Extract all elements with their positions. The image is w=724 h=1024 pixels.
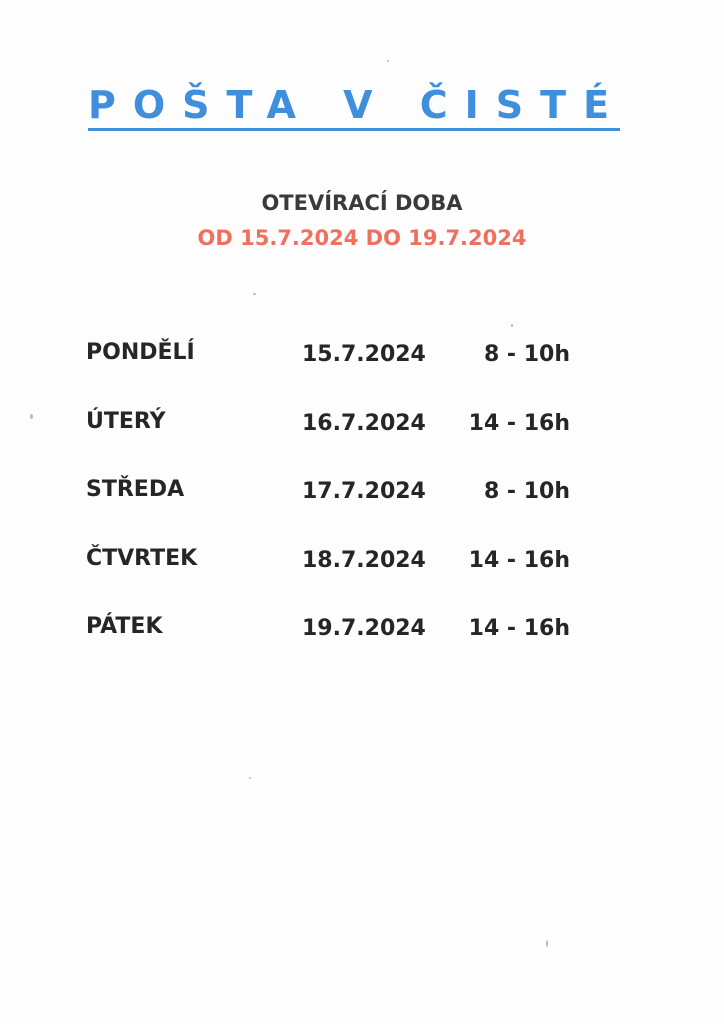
schedule-row-monday [86,335,606,404]
day-date: 15.7.2024 [302,342,426,367]
day-hours: 14 - 16h [468,616,570,641]
schedule-row-wednesday [86,472,606,541]
day-hours: 8 - 10h [483,342,570,367]
schedule-table [86,335,606,678]
schedule-row-thursday [86,541,606,610]
day-name: PONDĚLÍ [86,340,195,365]
scan-speck [511,324,513,327]
day-name: ÚTERÝ [86,408,166,434]
scan-speck [249,777,251,779]
scan-speck [30,414,33,419]
scan-speck [387,60,389,62]
day-name: ČTVRTEK [86,545,198,571]
scan-speck [546,940,548,947]
day-name: STŘEDA [86,477,185,502]
schedule-row-tuesday [86,404,606,473]
day-date: 19.7.2024 [302,616,426,641]
day-hours: 14 - 16h [468,410,570,436]
day-date: 16.7.2024 [302,410,426,436]
day-hours: 14 - 16h [468,547,570,573]
scan-speck [253,293,256,295]
date-range: OD 15.7.2024 DO 19.7.2024 [197,226,527,250]
opening-hours-heading: OTEVÍRACÍ DOBA [261,191,463,215]
schedule-row-friday [86,609,606,678]
day-date: 18.7.2024 [302,547,426,573]
day-name: PÁTEK [86,614,163,639]
page-title: POŠTA V ČISTÉ [88,82,620,131]
day-date: 17.7.2024 [302,479,426,504]
day-hours: 8 - 10h [483,479,570,504]
